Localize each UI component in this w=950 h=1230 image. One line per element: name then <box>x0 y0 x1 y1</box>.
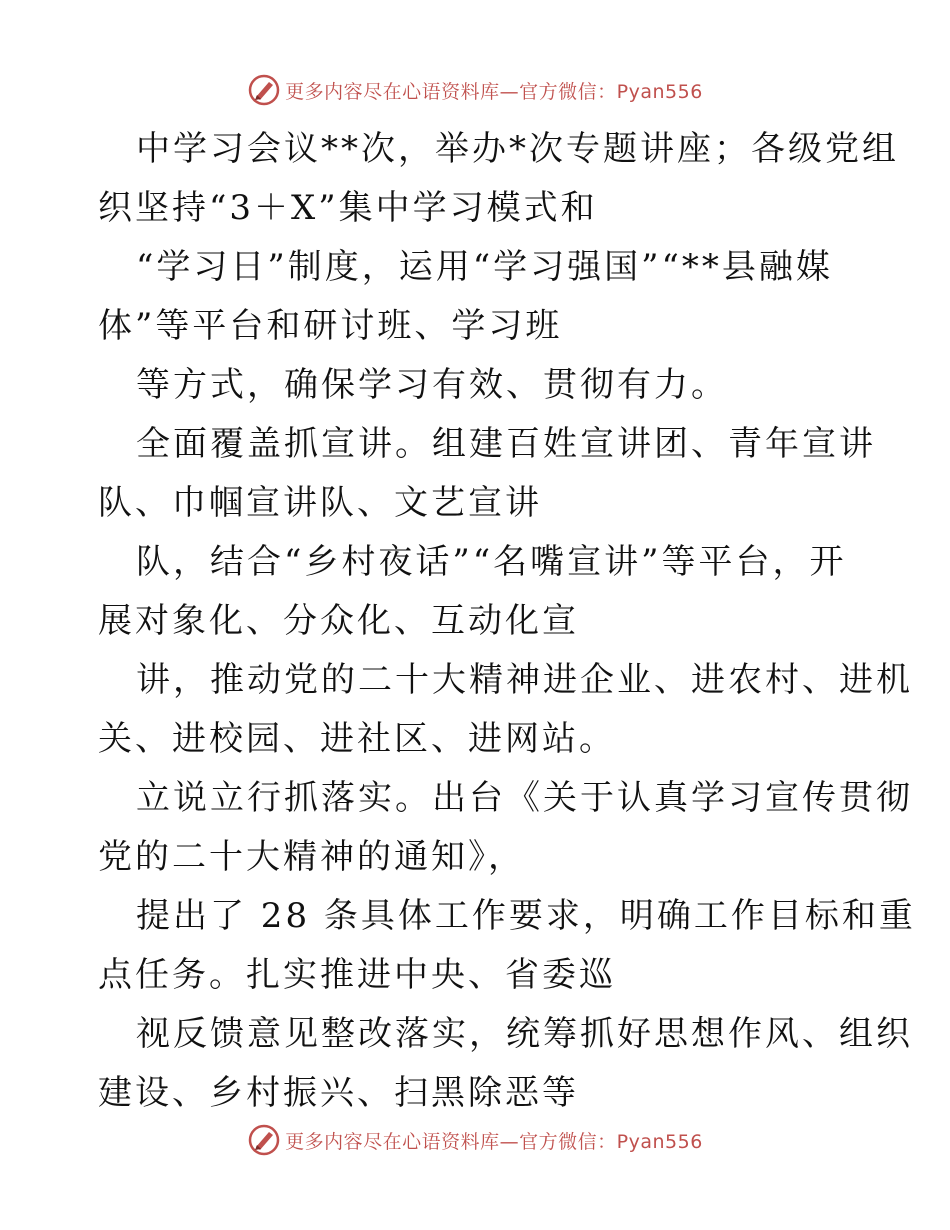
document-body <box>98 120 916 1123</box>
text-line: 提出了 28 条具体工作要求，明确工作目标和重 <box>136 896 916 936</box>
text-line: 讲，推动党的二十大精神进企业、进农村、进机 <box>136 660 913 700</box>
footer-banner <box>0 1120 950 1160</box>
text-line: 关、进校园、进社区、进网站。 <box>98 719 616 759</box>
text-line: 建设、乡村振兴、扫黑除恶等 <box>98 1073 579 1113</box>
text-line: 展对象化、分众化、互动化宣 <box>98 601 579 641</box>
text-line: 队，结合“乡村夜话”“名嘴宣讲”等平台，开 <box>136 542 847 582</box>
footer-banner-text: 更多内容尽在心语资料库—官方微信：Pyan556 <box>285 1130 703 1153</box>
text-line: 视反馈意见整改落实，统筹抓好思想作风、组织 <box>136 1014 913 1054</box>
text-line: 立说立行抓落实。出台《关于认真学习宣传贯彻 <box>136 778 913 818</box>
text-line: 党的二十大精神的通知》， <box>98 837 525 877</box>
text-line: 织坚持“3＋X”集中学习模式和 <box>98 188 598 228</box>
text-line: 队、巾帼宣讲队、文艺宣讲 <box>98 483 542 523</box>
text-line: 等方式，确保学习有效、贯彻有力。 <box>136 365 728 405</box>
pen-logo-icon <box>247 1123 281 1157</box>
header-banner <box>0 70 950 110</box>
text-line: 全面覆盖抓宣讲。组建百姓宣讲团、青年宣讲 <box>136 424 876 464</box>
header-banner-text: 更多内容尽在心语资料库—官方微信：Pyan556 <box>285 80 703 103</box>
text-line: 体”等平台和研讨班、学习班 <box>98 306 563 346</box>
pen-logo-icon <box>247 73 281 107</box>
text-line: 中学习会议**次，举办*次专题讲座；各级党组 <box>136 129 899 169</box>
text-line: “学习日”制度，运用“学习强国”“**县融媒 <box>136 247 833 287</box>
text-line: 点任务。扎实推进中央、省委巡 <box>98 955 616 995</box>
